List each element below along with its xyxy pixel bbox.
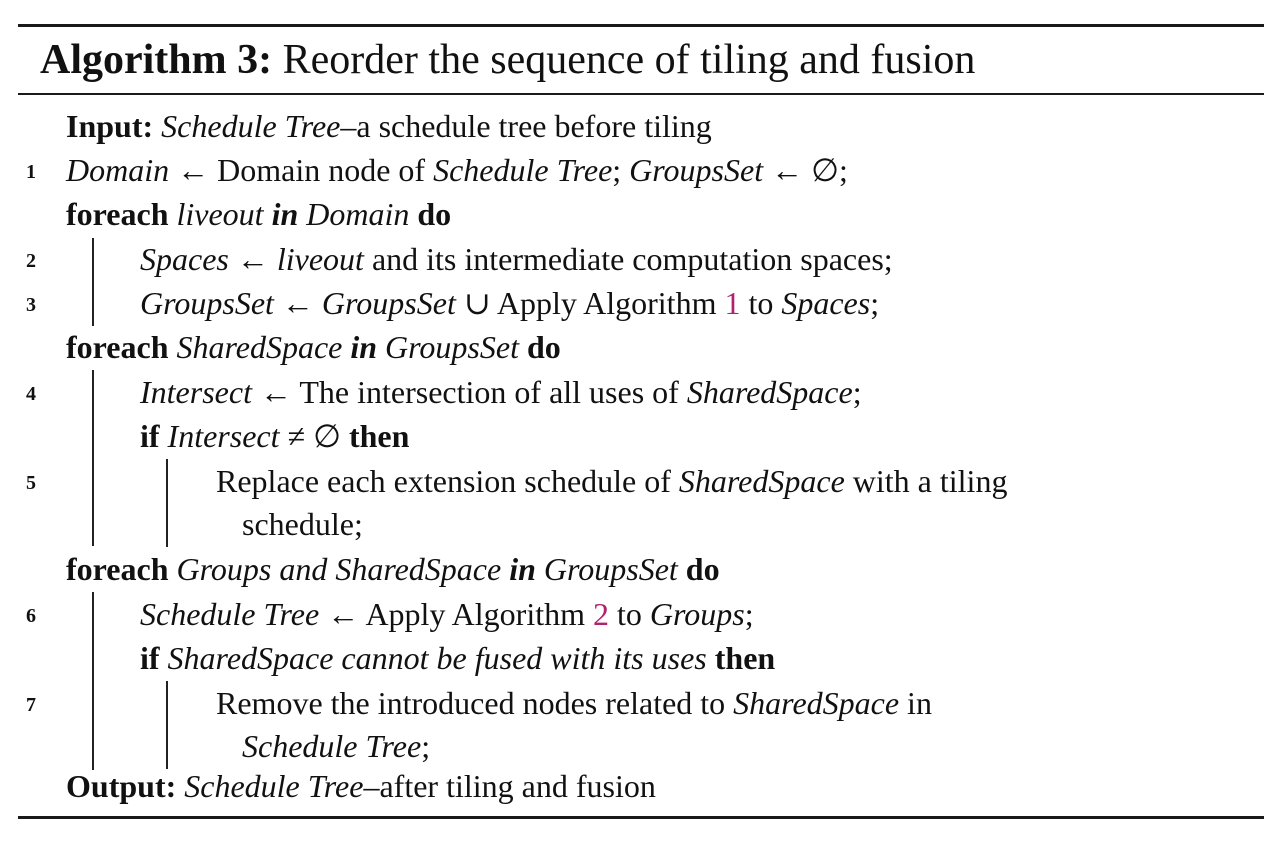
title-rule: [18, 93, 1264, 95]
line-2: Spaces ← liveout and its intermediate computation spaces;: [140, 241, 893, 277]
top-rule: [18, 24, 1264, 27]
algorithm-1-link[interactable]: 1: [724, 285, 741, 321]
line-6: Schedule Tree ← Apply Algorithm 2 to Groups;: [140, 596, 754, 632]
if-line-1: if Intersect ≠ ∅ then: [140, 418, 410, 454]
line-number-5: 5: [26, 472, 36, 494]
if2-block-bar: [166, 681, 168, 769]
line-3: GroupsSet ← GroupsSet ∪ Apply Algorithm 1 to Spaces;: [140, 285, 880, 321]
foreach-line-1: foreach liveout in Domain do: [66, 196, 452, 232]
input-line: Input: Schedule Tree–a schedule tree before tiling: [66, 108, 712, 144]
line-number-2: 2: [26, 250, 36, 272]
if-line-2: if SharedSpace cannot be fused with its uses then: [140, 640, 776, 676]
line-number-1: 1: [26, 161, 36, 183]
algorithm-name: Reorder the sequence of tiling and fusion: [282, 37, 976, 83]
foreach-line-3: foreach Groups and SharedSpace in GroupsSet do: [66, 551, 720, 587]
bottom-rule: [18, 816, 1264, 819]
line-number-6: 6: [26, 605, 36, 627]
line-4: Intersect ← The intersection of all uses of SharedSpace;: [140, 374, 862, 410]
line-5-continuation: schedule;: [242, 506, 363, 542]
if1-block-bar: [166, 459, 168, 547]
line-number-4: 4: [26, 383, 36, 405]
line-number-3: 3: [26, 294, 36, 316]
foreach-line-2: foreach SharedSpace in GroupsSet do: [66, 329, 561, 365]
line-5: Replace each extension schedule of SharedSpace with a tiling: [216, 463, 1008, 499]
line-number-7: 7: [26, 694, 36, 716]
foreach1-block-bar: [92, 238, 94, 326]
algorithm-title: [40, 30, 975, 90]
foreach3-block-bar: [92, 592, 94, 770]
output-line: Output: Schedule Tree–after tiling and fusion: [66, 768, 656, 804]
algorithm-label: Algorithm 3:: [40, 37, 273, 83]
line-7-continuation: Schedule Tree;: [242, 728, 431, 764]
line-1: Domain ← Domain node of Schedule Tree; GroupsSet ← ∅;: [66, 152, 848, 188]
line-7: Remove the introduced nodes related to SharedSpace in: [216, 685, 932, 721]
foreach2-block-bar: [92, 370, 94, 546]
algorithm-2-link[interactable]: 2: [593, 596, 609, 632]
